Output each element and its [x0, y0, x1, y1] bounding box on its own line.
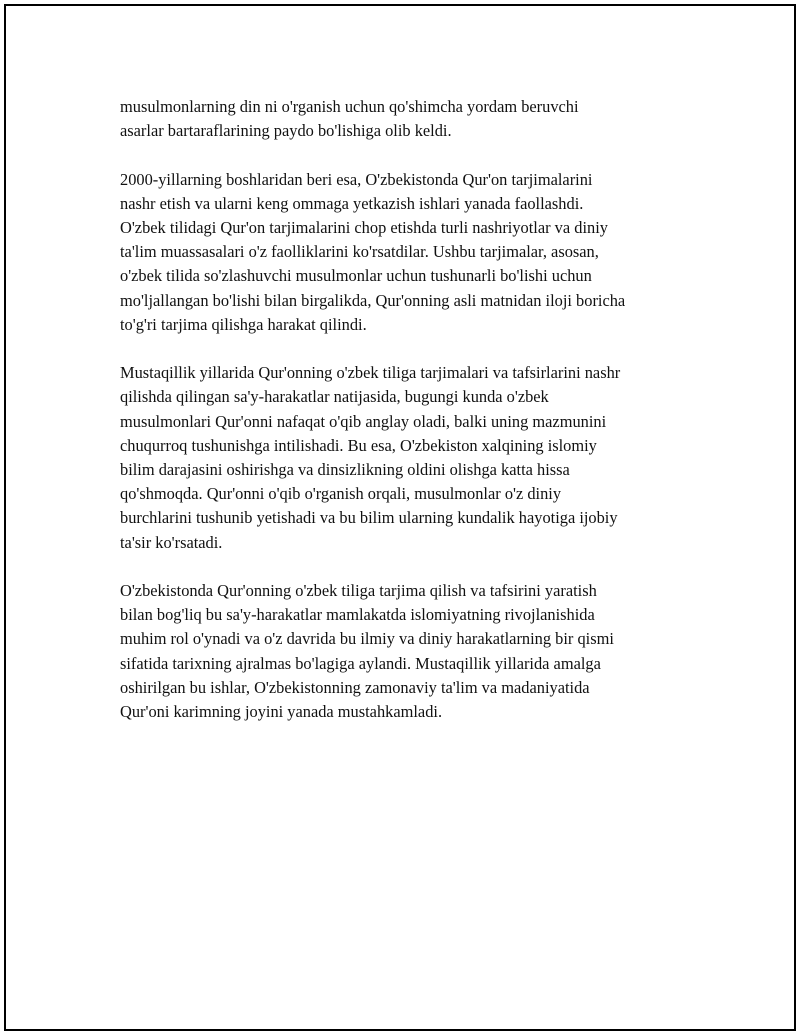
text-line: musulmonlarning din ni o'rganish uchun qo'shimcha yordam beruvchi [120, 97, 579, 116]
paragraph-1 [120, 95, 700, 143]
text-line: ta'lim muassasalari o'z faolliklarini ko'rsatdilar. Ushbu tarjimalar, asosan, [120, 242, 599, 262]
text-line: to'g'ri tarjima qilishga harakat qilindi. [120, 314, 367, 334]
text-line: asarlar bartaraflarining paydo bo'lishiga olib keldi. [120, 121, 452, 141]
document-body [120, 95, 700, 748]
text-line: muhim rol o'ynadi va o'z davrida bu ilmiy va diniy harakatlarning bir qismi [120, 629, 614, 649]
text-line: qilishda qilingan sa'y-harakatlar natijasida, bugungi kunda o'zbek [120, 387, 549, 407]
text-line: bilan bog'liq bu sa'y-harakatlar mamlakatda islomiyatning rivojlanishida [120, 605, 595, 625]
text-line: chuqurroq tushunishga intilishadi. Bu esa, O'zbekiston xalqining islomiy [120, 435, 597, 455]
text-line: nashr etish va ularni keng ommaga yetkazish ishlari yanada faollashdi. [120, 193, 584, 213]
text-line: oshirilgan bu ishlar, O'zbekistonning zamonaviy ta'lim va madaniyatida [120, 677, 590, 697]
text-line: sifatida tarixning ajralmas bo'lagiga aylandi. Mustaqillik yillarida amalga [120, 653, 601, 673]
paragraph-3 [120, 361, 700, 555]
text-line: burchlarini tushunib yetishadi va bu bilim ularning kundalik hayotiga ijobiy [120, 508, 618, 528]
paragraph-4 [120, 579, 700, 724]
text-line: O'zbek tilidagi Qur'on tarjimalarini chop etishda turli nashriyotlar va diniy [120, 218, 608, 237]
text-line: qo'shmoqda. Qur'onni o'qib o'rganish orqali, musulmonlar o'z diniy [120, 484, 562, 504]
text-line: mo'ljallangan bo'lishi bilan birgalikda, Qur'onning asli matnidan iloji boricha [120, 290, 626, 310]
text-line: bilim darajasini oshirishga va dinsizlikning oldini olishga katta hissa [120, 460, 570, 480]
text-line: Qur'oni karimning joyini yanada mustahkamladi. [120, 702, 443, 722]
document-page [4, 4, 796, 1031]
text-line: o'zbek tilida so'zlashuvchi musulmonlar uchun tushunarli bo'lishi uchun [120, 266, 592, 286]
text-line: O'zbekistonda Qur'onning o'zbek tiliga tarjima qilish va tafsirini yaratish [120, 581, 597, 601]
text-line: musulmonlari Qur'onni nafaqat o'qib anglay oladi, balki uning mazmunini [120, 411, 607, 431]
text-line: ta'sir ko'rsatadi. [120, 532, 223, 552]
text-line: Mustaqillik yillarida Qur'onning o'zbek tiliga tarjimalari va tafsirlarini nashr [120, 363, 621, 383]
paragraph-2 [120, 168, 700, 337]
text-line: 2000-yillarning boshlaridan beri esa, O'zbekistonda Qur'on tarjimalarini [120, 169, 593, 189]
